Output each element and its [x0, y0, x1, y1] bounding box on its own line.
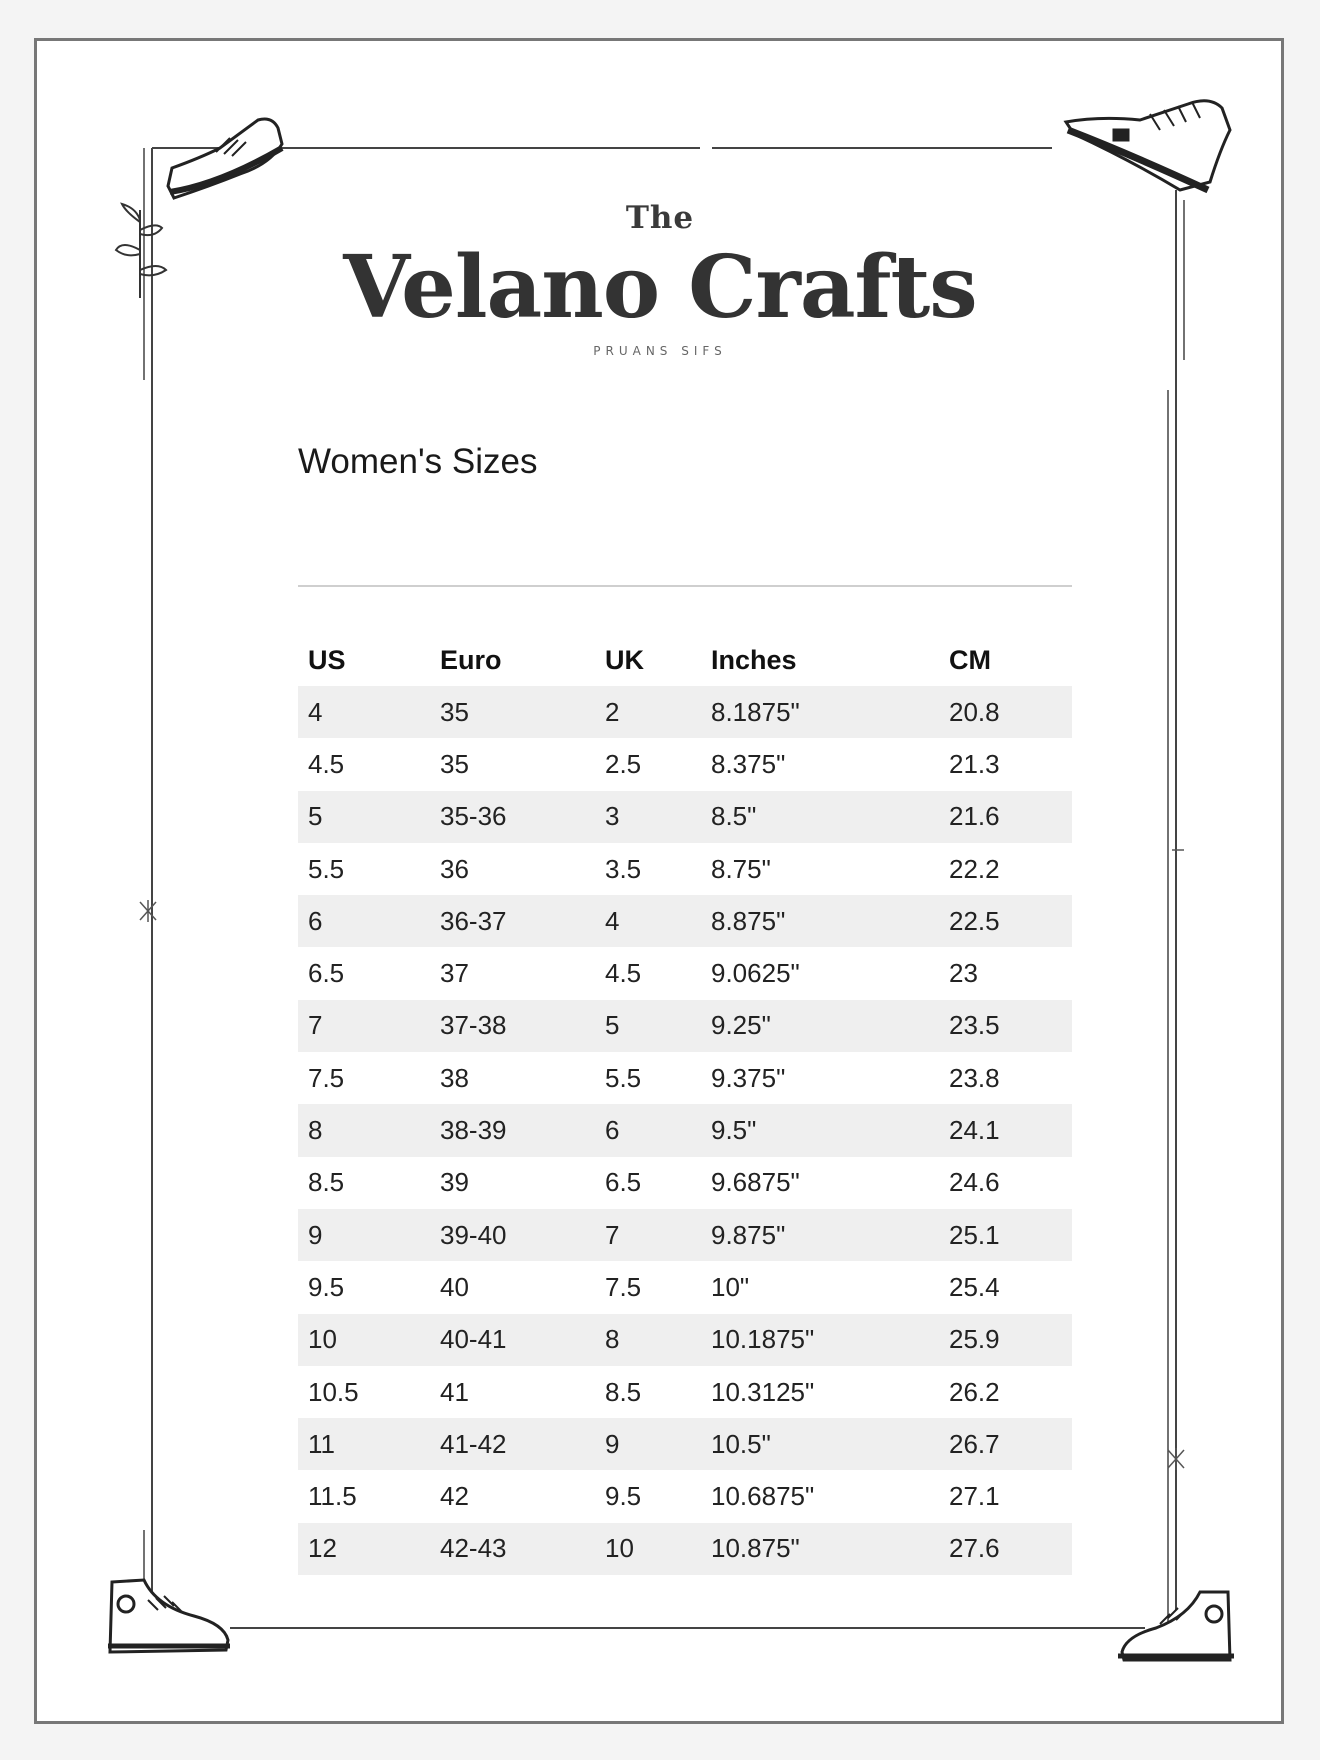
us-size-cell: 9	[298, 1209, 430, 1261]
uk-size-cell: 5	[595, 1000, 701, 1052]
cm-cell: 23	[949, 958, 978, 989]
euro-size-cell: 38	[440, 1062, 469, 1093]
cm-cell: 27.1	[949, 1481, 1000, 1512]
us-size-cell: 9.5	[308, 1271, 345, 1302]
inches-cell: 8.375"	[711, 748, 786, 779]
cm-cell: 25.1	[939, 1209, 1072, 1261]
uk-size-cell: 8	[595, 1314, 701, 1366]
brand-name: Velano Crafts	[343, 237, 977, 338]
us-size-cell: 7	[298, 1000, 430, 1052]
table-row	[298, 1261, 1072, 1313]
inches-cell: 9.5"	[701, 1104, 939, 1156]
us-size-cell: 4.5	[308, 748, 345, 779]
uk-size-cell: 4.5	[605, 958, 642, 989]
uk-size-cell: 7.5	[605, 1271, 642, 1302]
inches-cell: 9.0625"	[711, 958, 800, 989]
table-row	[298, 1157, 1072, 1209]
euro-size-cell: 35	[430, 686, 595, 738]
cm-cell: 20.8	[939, 686, 1072, 738]
brand-header	[0, 200, 1320, 358]
cm-cell: 21.6	[939, 791, 1072, 843]
table-row	[298, 738, 1072, 790]
table-row	[298, 1366, 1072, 1418]
euro-size-cell: 41	[440, 1376, 469, 1407]
column-header-uk: UK	[605, 644, 644, 675]
uk-size-cell: 3	[595, 791, 701, 843]
us-size-cell: 6	[298, 895, 430, 947]
inches-cell: 8.875"	[701, 895, 939, 947]
table-row	[298, 1209, 1072, 1261]
cm-cell: 22.5	[939, 895, 1072, 947]
cm-cell: 26.7	[939, 1418, 1072, 1470]
us-size-cell: 8	[298, 1104, 430, 1156]
euro-size-cell: 42-43	[430, 1523, 595, 1575]
high-top-sneaker-icon	[1116, 1586, 1236, 1670]
column-header-us: US	[308, 644, 346, 675]
uk-size-cell: 6.5	[605, 1167, 642, 1198]
us-size-cell: 10.5	[308, 1376, 359, 1407]
euro-size-cell: 39-40	[430, 1209, 595, 1261]
brand-tagline: PRUANS SIFS	[593, 344, 727, 358]
inches-cell: 10.1875"	[701, 1314, 939, 1366]
euro-size-cell: 37-38	[430, 1000, 595, 1052]
euro-size-cell: 39	[440, 1167, 469, 1198]
inches-cell: 10.6875"	[711, 1481, 815, 1512]
uk-size-cell: 7	[595, 1209, 701, 1261]
inches-cell: 10.875"	[701, 1523, 939, 1575]
table-row	[298, 1000, 1072, 1052]
table-row	[298, 791, 1072, 843]
table-row	[298, 1470, 1072, 1522]
euro-size-cell: 36-37	[430, 895, 595, 947]
inches-cell: 10.3125"	[711, 1376, 815, 1407]
inches-cell: 9.875"	[701, 1209, 939, 1261]
cm-cell: 22.2	[949, 853, 1000, 884]
inches-cell: 8.75"	[711, 853, 771, 884]
table-row	[298, 947, 1072, 999]
table-row	[298, 1418, 1072, 1470]
table-row	[298, 843, 1072, 895]
uk-size-cell: 10	[595, 1523, 701, 1575]
us-size-cell: 12	[298, 1523, 430, 1575]
size-chart-table	[298, 634, 1072, 1575]
us-size-cell: 7.5	[308, 1062, 345, 1093]
uk-size-cell: 3.5	[605, 853, 642, 884]
us-size-cell: 5.5	[308, 853, 345, 884]
cm-cell: 23.5	[939, 1000, 1072, 1052]
us-size-cell: 8.5	[308, 1167, 345, 1198]
uk-size-cell: 2.5	[605, 748, 642, 779]
cm-cell: 24.1	[939, 1104, 1072, 1156]
euro-size-cell: 35	[440, 748, 469, 779]
inches-cell: 9.6875"	[711, 1167, 800, 1198]
inches-cell: 8.5"	[701, 791, 939, 843]
cm-cell: 23.8	[949, 1062, 1000, 1093]
uk-size-cell: 4	[595, 895, 701, 947]
high-top-sneaker-icon	[1060, 90, 1240, 210]
us-size-cell: 4	[298, 686, 430, 738]
inches-cell: 10"	[711, 1271, 750, 1302]
column-header-cm: CM	[949, 644, 991, 675]
us-size-cell: 11	[298, 1418, 430, 1470]
cm-cell: 21.3	[949, 748, 1000, 779]
table-header-row	[298, 634, 1072, 686]
table-body	[298, 686, 1072, 1575]
cm-cell: 24.6	[949, 1167, 1000, 1198]
inches-cell: 9.375"	[711, 1062, 786, 1093]
inches-cell: 9.25"	[701, 1000, 939, 1052]
table-row	[298, 686, 1072, 738]
us-size-cell: 11.5	[308, 1481, 357, 1512]
euro-size-cell: 35-36	[430, 791, 595, 843]
euro-size-cell: 37	[440, 958, 469, 989]
us-size-cell: 6.5	[308, 958, 345, 989]
uk-size-cell: 5.5	[605, 1062, 642, 1093]
shoe-icon	[160, 108, 290, 208]
brand-prefix: The	[625, 200, 695, 236]
uk-size-cell: 8.5	[605, 1376, 642, 1407]
inches-cell: 8.1875"	[701, 686, 939, 738]
cm-cell: 27.6	[939, 1523, 1072, 1575]
euro-size-cell: 40-41	[430, 1314, 595, 1366]
table-row	[298, 895, 1072, 947]
section-title: Women's Sizes	[298, 442, 538, 481]
cm-cell: 26.2	[949, 1376, 1000, 1407]
cm-cell: 25.9	[939, 1314, 1072, 1366]
euro-size-cell: 36	[440, 853, 469, 884]
table-row	[298, 1104, 1072, 1156]
cm-cell: 25.4	[949, 1271, 1000, 1302]
us-size-cell: 5	[298, 791, 430, 843]
table-row	[298, 1052, 1072, 1104]
uk-size-cell: 2	[595, 686, 701, 738]
euro-size-cell: 38-39	[430, 1104, 595, 1156]
us-size-cell: 10	[298, 1314, 430, 1366]
high-top-sneaker-icon	[104, 1576, 234, 1660]
uk-size-cell: 6	[595, 1104, 701, 1156]
column-header-inches: Inches	[711, 644, 797, 675]
euro-size-cell: 40	[440, 1271, 469, 1302]
uk-size-cell: 9	[595, 1418, 701, 1470]
divider	[298, 585, 1072, 587]
table-row	[298, 1314, 1072, 1366]
column-header-euro: Euro	[440, 644, 502, 675]
euro-size-cell: 41-42	[430, 1418, 595, 1470]
euro-size-cell: 42	[440, 1481, 469, 1512]
table-row	[298, 1523, 1072, 1575]
inches-cell: 10.5"	[701, 1418, 939, 1470]
uk-size-cell: 9.5	[605, 1481, 642, 1512]
